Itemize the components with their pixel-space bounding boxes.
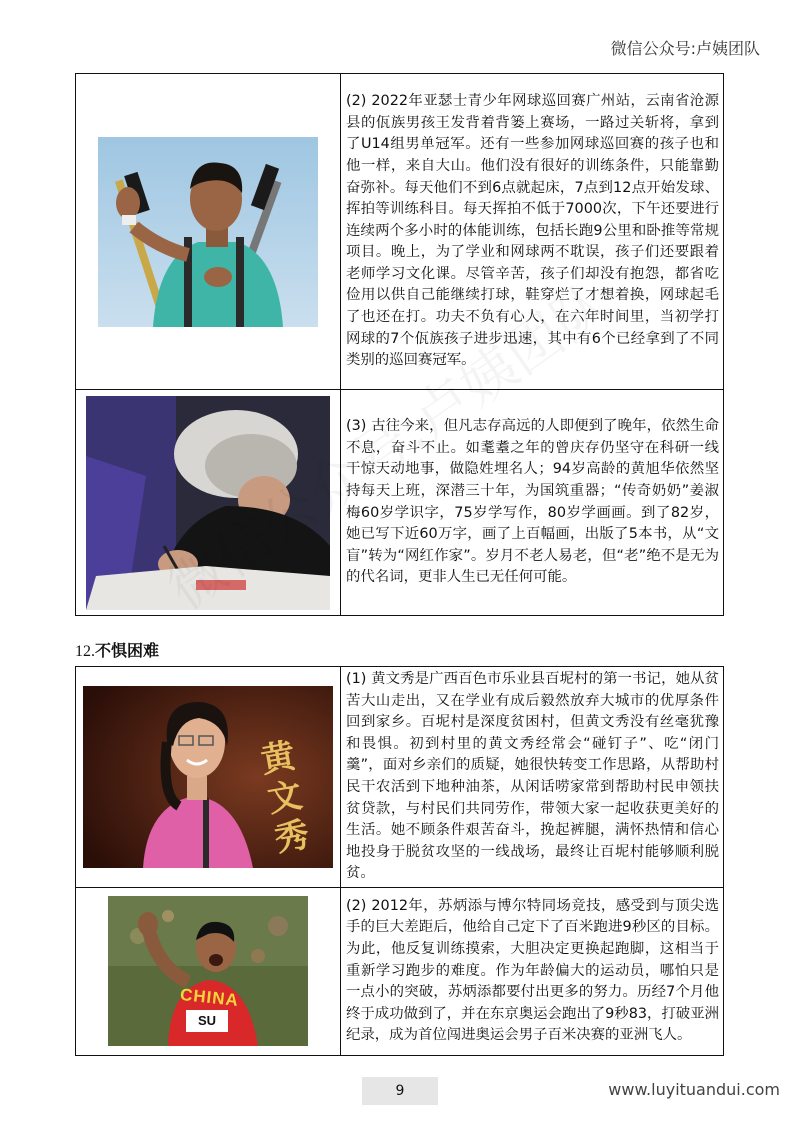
footer-url[interactable]: www.luyituandui.com [608,1080,780,1099]
image-caption-huang-wenxiu: 黄文秀 [257,735,313,861]
image-cell [76,74,341,390]
table-row [76,887,724,1055]
tennis-boy-photo [98,137,318,327]
section-heading: 12.不惧困难 [75,641,160,660]
content-table-1 [75,73,724,616]
content-table-2 [75,666,724,1056]
huang-wenxiu-photo [83,686,333,868]
table-row [76,390,724,616]
page-number: 9 [362,1077,438,1105]
jersey-country-text: CHINA [179,985,240,1011]
header-source: 微信公众号:卢姨团队 [610,39,760,58]
image-cell [76,667,341,888]
paragraph-cell: (1) 黄文秀是广西百色市乐业县百坭村的第一书记，她从贫苦大山走出，又在学业有成后毅然放弃大城市的优厚条件回到家乡。百坭村是深度贫困村，但黄文秀没有丝毫犹豫和畏惧。初到村里的黄文秀经常会“碰钉子”、吃“闭门羹”，面对乡亲们的质疑，她很快转变工作思路，从帮助村民干农活到下地种油茶，从闲话唠家常到帮助村民申领扶贫贷款，与村民们共同劳作，带领大家一起收获更美好的生活。她不顾条件艰苦奋斗，挽起裤腿，满怀热情和信心地投身于脱贫攻坚的一线战场，最终让百坭村能够顺利脱贫。 [341,667,724,888]
elderly-writer-photo [86,396,330,610]
paragraph-cell: (3) 古往今来，但凡志存高远的人即便到了晚年，依然生命不息，奋斗不止。如耄耋之年的曾庆存仍坚守在科研一线干惊天动地事，做隐姓埋名人；94岁高龄的黄旭华依然坚持每天上班，深潜三十年，为国筑重器；“传奇奶奶”姜淑梅60岁学识字，75岁学写作，80岁学画画。到了82岁，她已写下近60万字，画了上百幅画，出版了5本书，从“文盲”转为“网红作家”。岁月不老人易老，但“老”绝不是无为的代名词，更非人生已无任何可能。 [341,390,724,616]
paragraph-cell: (2) 2012年，苏炳添与博尔特同场竞技，感受到与顶尖选手的巨大差距后，他给自己定下了百米跑进9秒区的目标。为此，他反复训练摸索，大胆决定更换起跑脚，这相当于重新学习跑步的难度。作为年龄偏大的运动员，哪怕只是一点小的突破，苏炳添都要付出更多的努力。历经7个月他终于成功做到了，并在东京奥运会跑出了9秒83，打破亚洲纪录，成为首位闯进奥运会男子百米决赛的亚洲飞人。 [341,887,724,1055]
table-row [76,667,724,888]
table-row [76,74,724,390]
paragraph-cell: (2) 2022年亚瑟士青少年网球巡回赛广州站，云南省沧源县的佤族男孩王发背着背篓上赛场，一路过关斩将，拿到了U14组男单冠军。还有一些参加网球巡回赛的孩子也和他一样，来自大山。他们没有很好的训练条件，只能靠勤奋弥补。每天他们不到6点就起床，7点到12点开始发球、挥拍等训练科目。每天挥拍不低于7000次，下午还要进行连续两个多小时的体能训练，包括长跑9公里和卧推等常规项目。晚上，为了学业和网球两不耽误，孩子们还要跟着老师学习文化课。尽管辛苦，孩子们却没有抱怨，都省吃俭用以供自己能继续打球，鞋穿烂了才想着换，网球起毛了也还在打。功夫不负有心人，在六年时间里，当初学打网球的7个佤族孩子进步迅速，其中有6个已经拿到了不同类别的巡回赛冠军。 [341,74,724,390]
jersey-bib-text: SU [186,1010,228,1032]
su-bingtian-photo [108,896,308,1046]
image-cell [76,390,341,616]
image-cell [76,887,341,1055]
